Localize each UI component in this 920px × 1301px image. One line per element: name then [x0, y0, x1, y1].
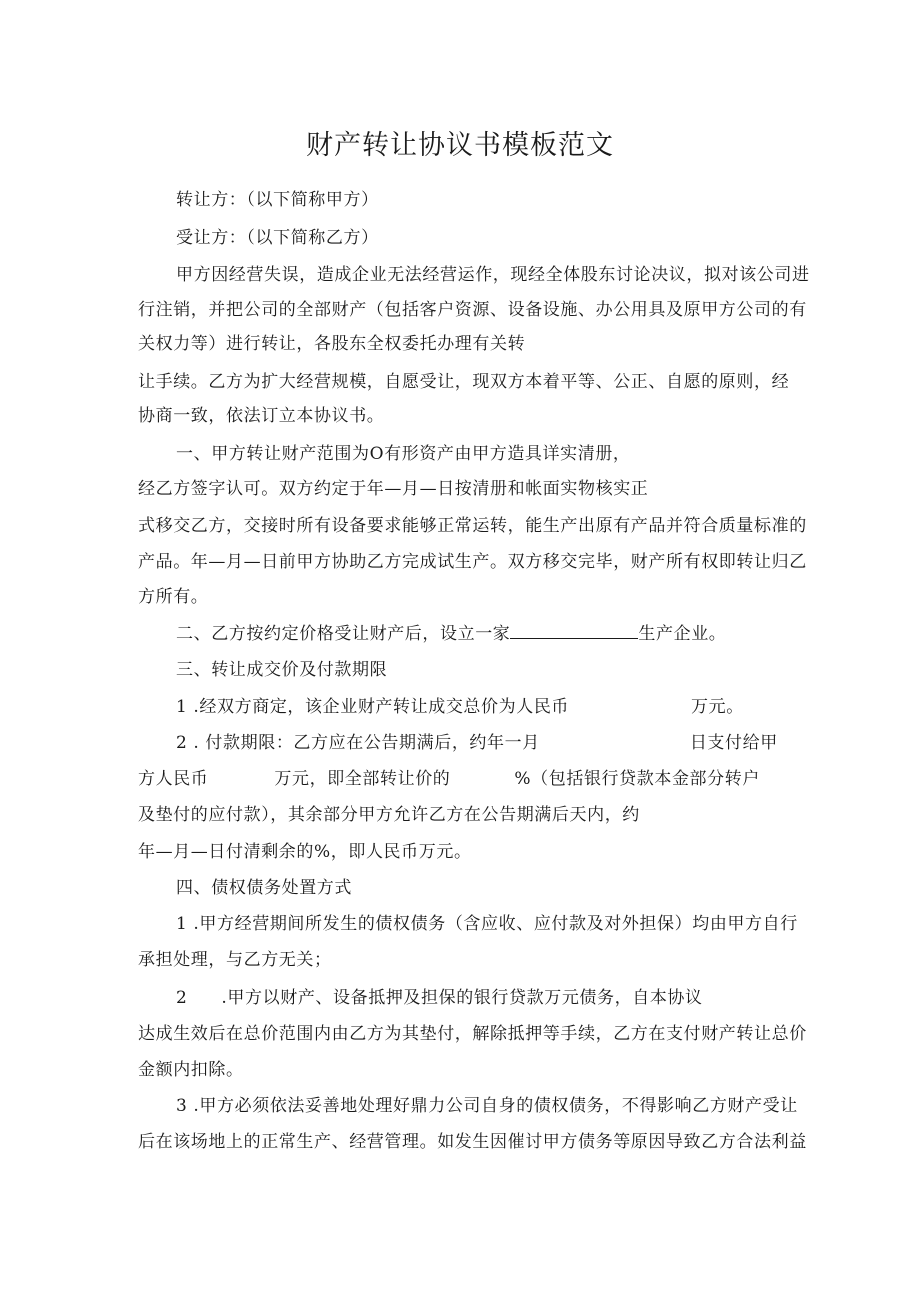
- enterprise-name-blank: [510, 624, 638, 639]
- clause-4-heading: 四、债权债务处置方式: [176, 878, 352, 898]
- payment-amount-c: %（包括银行贷款本金部分转户: [514, 769, 760, 789]
- transferee-line: 受让方：（以下简称乙方）: [176, 228, 379, 248]
- paragraph-line: 关权力等）进行转让，各股东全权委托办理有关转: [138, 334, 526, 354]
- payment-line: 及垫付的应付款），其余部分甲方允许乙方在公告期满后天内，约: [138, 805, 640, 825]
- clause-1-line: 经乙方签字认可。双方约定于年—月—日按清册和帐面实物核实正: [138, 479, 649, 499]
- debt-item-1: 1 .甲方经营期间所发生的债权债务（含应收、应付款及对外担保）均由甲方自行: [176, 914, 798, 934]
- payment-amount-b: 万元，即全部转让价的: [274, 769, 451, 789]
- paragraph-line: 甲方因经营失误，造成企业无法经营运作，现经全体股东讨论决议，拟对该公司进: [176, 265, 810, 285]
- debt-item-3: 3 .甲方必须依法妥善地处理好鼎力公司自身的债权债务，不得影响乙方财产受让: [176, 1096, 798, 1116]
- price-unit: 万元。: [691, 697, 744, 717]
- document-title: 财产转让协议书模板范文: [306, 130, 614, 161]
- payment-term-line: [176, 731, 778, 755]
- debt-item-2-number: 2: [176, 988, 188, 1008]
- clause-2-text: 二、乙方按约定价格受让财产后，设立一家: [176, 624, 511, 644]
- clause-1-line: 一、甲方转让财产范围为O有形资产由甲方造具详实清册，: [176, 444, 631, 464]
- clause-1-line: 产品。年—月—日前甲方协助乙方完成试生产。双方移交完毕，财产所有权即转让归乙: [138, 552, 807, 572]
- paragraph-line: 行注销，并把公司的全部财产（包括客户资源、设备设施、办公用具及原甲方公司的有: [138, 300, 807, 320]
- clause-3-heading: 三、转让成交价及付款期限: [176, 660, 388, 680]
- payment-term-suffix: 日支付给甲: [689, 733, 778, 753]
- clause-2-line: [176, 622, 726, 646]
- transferor-line: 转让方：（以下简称甲方）: [176, 190, 379, 210]
- paragraph-line: 协商一致，依法订立本协议书。: [138, 406, 385, 426]
- price-text: 1 .经双方商定，该企业财产转让成交总价为人民币: [176, 697, 570, 717]
- payment-amount-a: 方人民币: [138, 769, 209, 789]
- debt-item-2-text: .甲方以财产、设备抵押及担保的银行贷款万元债务，自本协议: [221, 988, 703, 1008]
- clause-2-suffix: 生产企业。: [638, 624, 727, 644]
- paragraph-line: 让手续。乙方为扩大经营规模，自愿受让，现双方本着平等、公正、自愿的原则，经: [138, 372, 790, 392]
- debt-item-3-cont: 后在该场地上的正常生产、经营管理。如发生因催讨甲方债务等原因导致乙方合法利益: [138, 1132, 807, 1152]
- debt-item-1-cont: 承担处理，与乙方无关；: [138, 950, 332, 970]
- price-line: [176, 695, 744, 719]
- debt-item-2-cont: 达成生效后在总价范围内由乙方为其垫付，解除抵押等手续，乙方在支付财产转让总价: [138, 1024, 807, 1044]
- clause-1-line: 式移交乙方，交接时所有设备要求能够正常运转，能生产出原有产品并符合质量标准的: [138, 516, 807, 536]
- debt-item-2-cont: 金额内扣除。: [138, 1060, 244, 1080]
- payment-amount-line: [138, 767, 760, 791]
- debt-item-2: [176, 986, 703, 1010]
- clause-1-line: 方所有。: [138, 587, 209, 607]
- payment-line: 年—月—日付清剩余的%，即人民币万元。: [138, 842, 472, 862]
- payment-term-text: 2 . 付款期限：乙方应在公告期满后，约年一月: [176, 733, 540, 753]
